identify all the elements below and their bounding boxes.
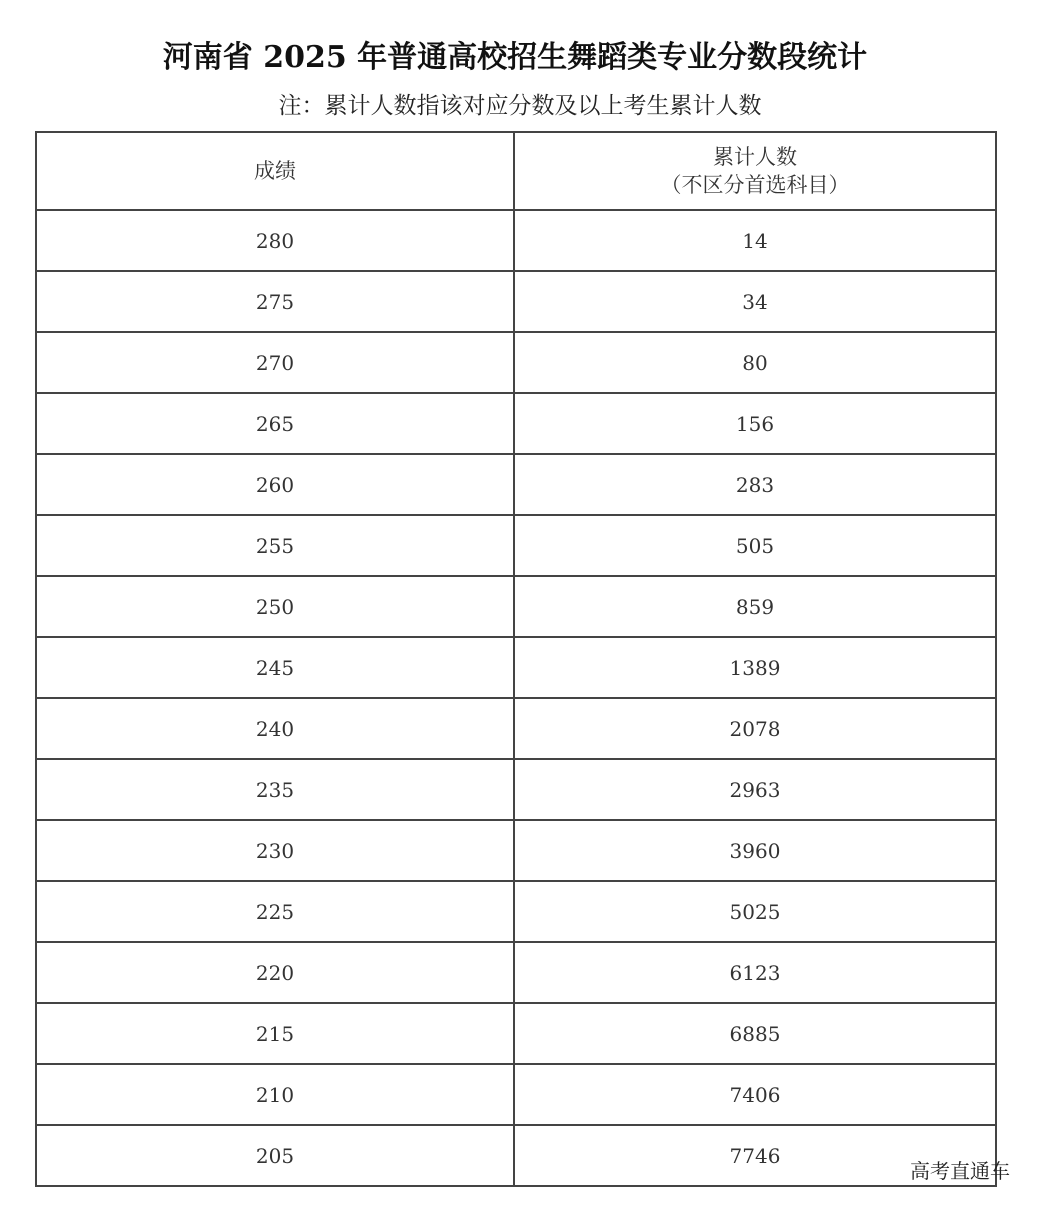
- table-row: [36, 820, 996, 881]
- score-cell: 215: [36, 1003, 514, 1064]
- cumulative-count-cell: 6885: [514, 1003, 996, 1064]
- cumulative-count-cell: 7746: [514, 1125, 996, 1186]
- header-score: 成绩: [36, 132, 514, 210]
- table-row: [36, 698, 996, 759]
- table-row: [36, 1003, 996, 1064]
- table-row: [36, 576, 996, 637]
- score-cell: 220: [36, 942, 514, 1003]
- table-row: [36, 1064, 996, 1125]
- score-cell: 205: [36, 1125, 514, 1186]
- cumulative-count-cell: 80: [514, 332, 996, 393]
- cumulative-count-cell: 3960: [514, 820, 996, 881]
- cumulative-count-cell: 283: [514, 454, 996, 515]
- score-cell: 250: [36, 576, 514, 637]
- score-cell: 210: [36, 1064, 514, 1125]
- cumulative-count-cell: 6123: [514, 942, 996, 1003]
- score-cell: 255: [36, 515, 514, 576]
- table-row: [36, 393, 996, 454]
- table-note: 注：累计人数指该对应分数及以上考生累计人数: [278, 93, 762, 119]
- score-cell: 275: [36, 271, 514, 332]
- watermark: 高考直通车: [910, 1159, 1010, 1183]
- cumulative-count-cell: 7406: [514, 1064, 996, 1125]
- cumulative-count-cell: 14: [514, 210, 996, 271]
- cumulative-count-cell: 34: [514, 271, 996, 332]
- score-cell: 270: [36, 332, 514, 393]
- table-body: [36, 210, 996, 1186]
- cumulative-count-cell: 156: [514, 393, 996, 454]
- score-cell: 265: [36, 393, 514, 454]
- header-count-line2: （不区分首选科目）: [660, 173, 850, 197]
- table-row: [36, 271, 996, 332]
- table-row: [36, 454, 996, 515]
- table-header-row: [36, 132, 996, 210]
- cumulative-count-cell: 859: [514, 576, 996, 637]
- table-row: [36, 210, 996, 271]
- score-cell: 230: [36, 820, 514, 881]
- header-cumulative-count: [514, 132, 996, 210]
- page-title: 河南省 2025 年普通高校招生舞蹈类专业分数段统计: [162, 40, 868, 75]
- table-row: [36, 332, 996, 393]
- score-cell: 235: [36, 759, 514, 820]
- score-cell: 240: [36, 698, 514, 759]
- score-cell: 245: [36, 637, 514, 698]
- cumulative-count-cell: 2963: [514, 759, 996, 820]
- cumulative-count-cell: 5025: [514, 881, 996, 942]
- cumulative-count-cell: 2078: [514, 698, 996, 759]
- score-cell: 260: [36, 454, 514, 515]
- table-row: [36, 942, 996, 1003]
- table-row: [36, 759, 996, 820]
- cumulative-count-cell: 505: [514, 515, 996, 576]
- score-cell: 225: [36, 881, 514, 942]
- table-row: [36, 881, 996, 942]
- table-row: [36, 637, 996, 698]
- cumulative-count-cell: 1389: [514, 637, 996, 698]
- table-row: [36, 1125, 996, 1186]
- score-distribution-table: [35, 131, 997, 1187]
- score-cell: 280: [36, 210, 514, 271]
- table-row: [36, 515, 996, 576]
- header-count-line1: 累计人数: [713, 145, 797, 169]
